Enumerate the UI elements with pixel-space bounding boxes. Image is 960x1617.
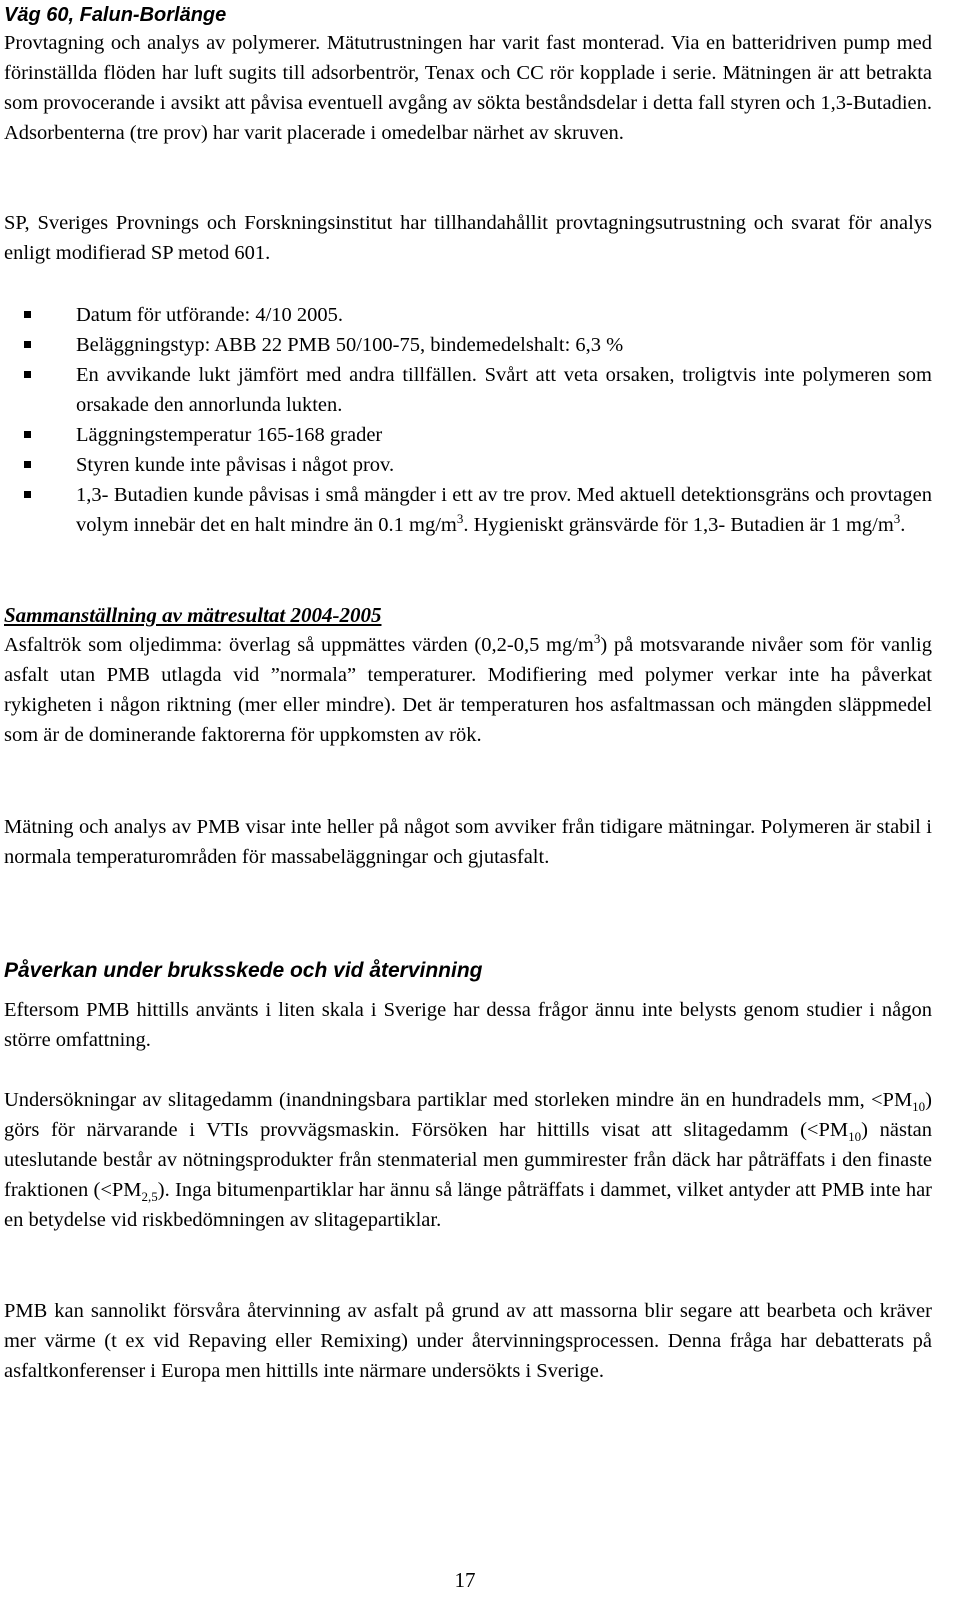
bullet-square-icon — [24, 491, 31, 498]
bullet-square-icon — [24, 461, 31, 468]
list-item: Styren kunde inte påvisas i något prov. — [4, 450, 932, 480]
bullet-square-icon — [24, 371, 31, 378]
list-item: 1,3- Butadien kunde påvisas i små mängder i ett av tre prov. Med aktuell detektionsgräns och provtagen volym innebär det en halt mindre än 0.1 $mg/m^3$. Hygieniskt gränsvärde för 1,3- Butadien är 1 $mg/m^3$. — [4, 480, 932, 540]
list-item: En avvikande lukt jämfört med andra tillfällen. Svårt att veta orsaken, troligtvis inte polymeren som orsakade den annorlunda lukten. — [4, 360, 932, 420]
paragraph-eftersom: Eftersom PMB hittills använts i liten skala i Sverige har dessa frågor ännu inte belysts genom studier i någon större omfattning. — [4, 999, 932, 1051]
bullet-square-icon — [24, 341, 31, 348]
paragraph-asfaltrok: Asfaltrök som oljedimma: överlag så uppmättes värden (0,2-0,5 $mg/m^3$) på motsvarande nivåer som för vanlig asfalt utan PMB utlagda vid ”normala” temperaturer. Modifiering med polymer verkar inte ha påverkat rykigheten i någon riktning (mer eller mindre). Det är temperaturen hos asfaltmassan och mängden släppmedel som är de dominerande faktorerna för uppkomsten av rök. — [4, 631, 932, 746]
section-heading-vag60 — [4, 0, 932, 30]
page-number: 17 — [454, 1568, 476, 1592]
section-heading-sammanstallning: Sammanställning av mätresultat 2004-2005 — [4, 603, 382, 627]
paragraph-pmb-atervinning: PMB kan sannolikt försvåra återvinning av asfalt på grund av att massorna blir segare att bearbeta och kräver mer värme (t ex vid Repaving eller Remixing) under återvinningsprocessen. Denna fråga har debatterats på asfaltkonferenser i Europa men hittills inte närmare undersökts i Sverige. — [4, 1300, 932, 1382]
paragraph-matning: Mätning och analys av PMB visar inte heller på något som avviker från tidigare mätningar. Polymeren är stabil i normala temperaturområden för massabeläggningar och gjutasfalt. — [4, 816, 932, 868]
list-item: Datum för utförande: 4/10 2005. — [4, 300, 932, 330]
bullet-list — [4, 300, 932, 540]
bullet-square-icon — [24, 311, 31, 318]
list-item: Beläggningstyp: ABB 22 PMB 50/100-75, bindemedelshalt: 6,3 % — [4, 330, 932, 360]
paragraph-provtagning: Provtagning och analys av polymerer. Mätutrustningen har varit fast monterad. Via en batteridriven pump med förinställda flöden har luft sugits till adsorbentrör, Tenax och CC rör kopplade i serie. Mätningen är att betrakta som provocerande i avsikt att påvisa eventuell avgång av sökta beståndsdelar i detta fall styren och 1,3-Butadien. Adsorbenterna (tre prov) har varit placerade i omedelbar närhet av skruven. — [4, 32, 932, 144]
bullet-square-icon — [24, 431, 31, 438]
list-item: Läggningstemperatur 165-168 grader — [4, 420, 932, 450]
paragraph-undersokningar: Undersökningar av slitagedamm (inandningsbara partiklar med storleken mindre än en hundradels mm, $<PM_{10}$) görs för närvarande i VTIs provvägsmaskin. Försöken har hittills visat att slitagedamm $(<PM_{10})$ nästan uteslutande består av nötningsprodukter från stenmaterial men gummirester från däck har påträffats i den finaste fraktionen $(<PM_{2,5})$. Inga bitumenpartiklar har ännu så länge påträffats i dammet, vilket antyder att PMB inte har en betydelse vid riskbedömningen av slitagepartiklar. — [4, 1089, 932, 1231]
section-heading-paverkan: Påverkan under bruksskede och vid återvinning — [4, 959, 483, 982]
paragraph-sp: SP, Sveriges Provnings och Forskningsinstitut har tillhandahållit provtagningsutrustning och svarat för analys enligt modifierad SP metod 601. — [4, 212, 932, 264]
heading-text: Väg 60, Falun-Borlänge — [4, 4, 227, 26]
